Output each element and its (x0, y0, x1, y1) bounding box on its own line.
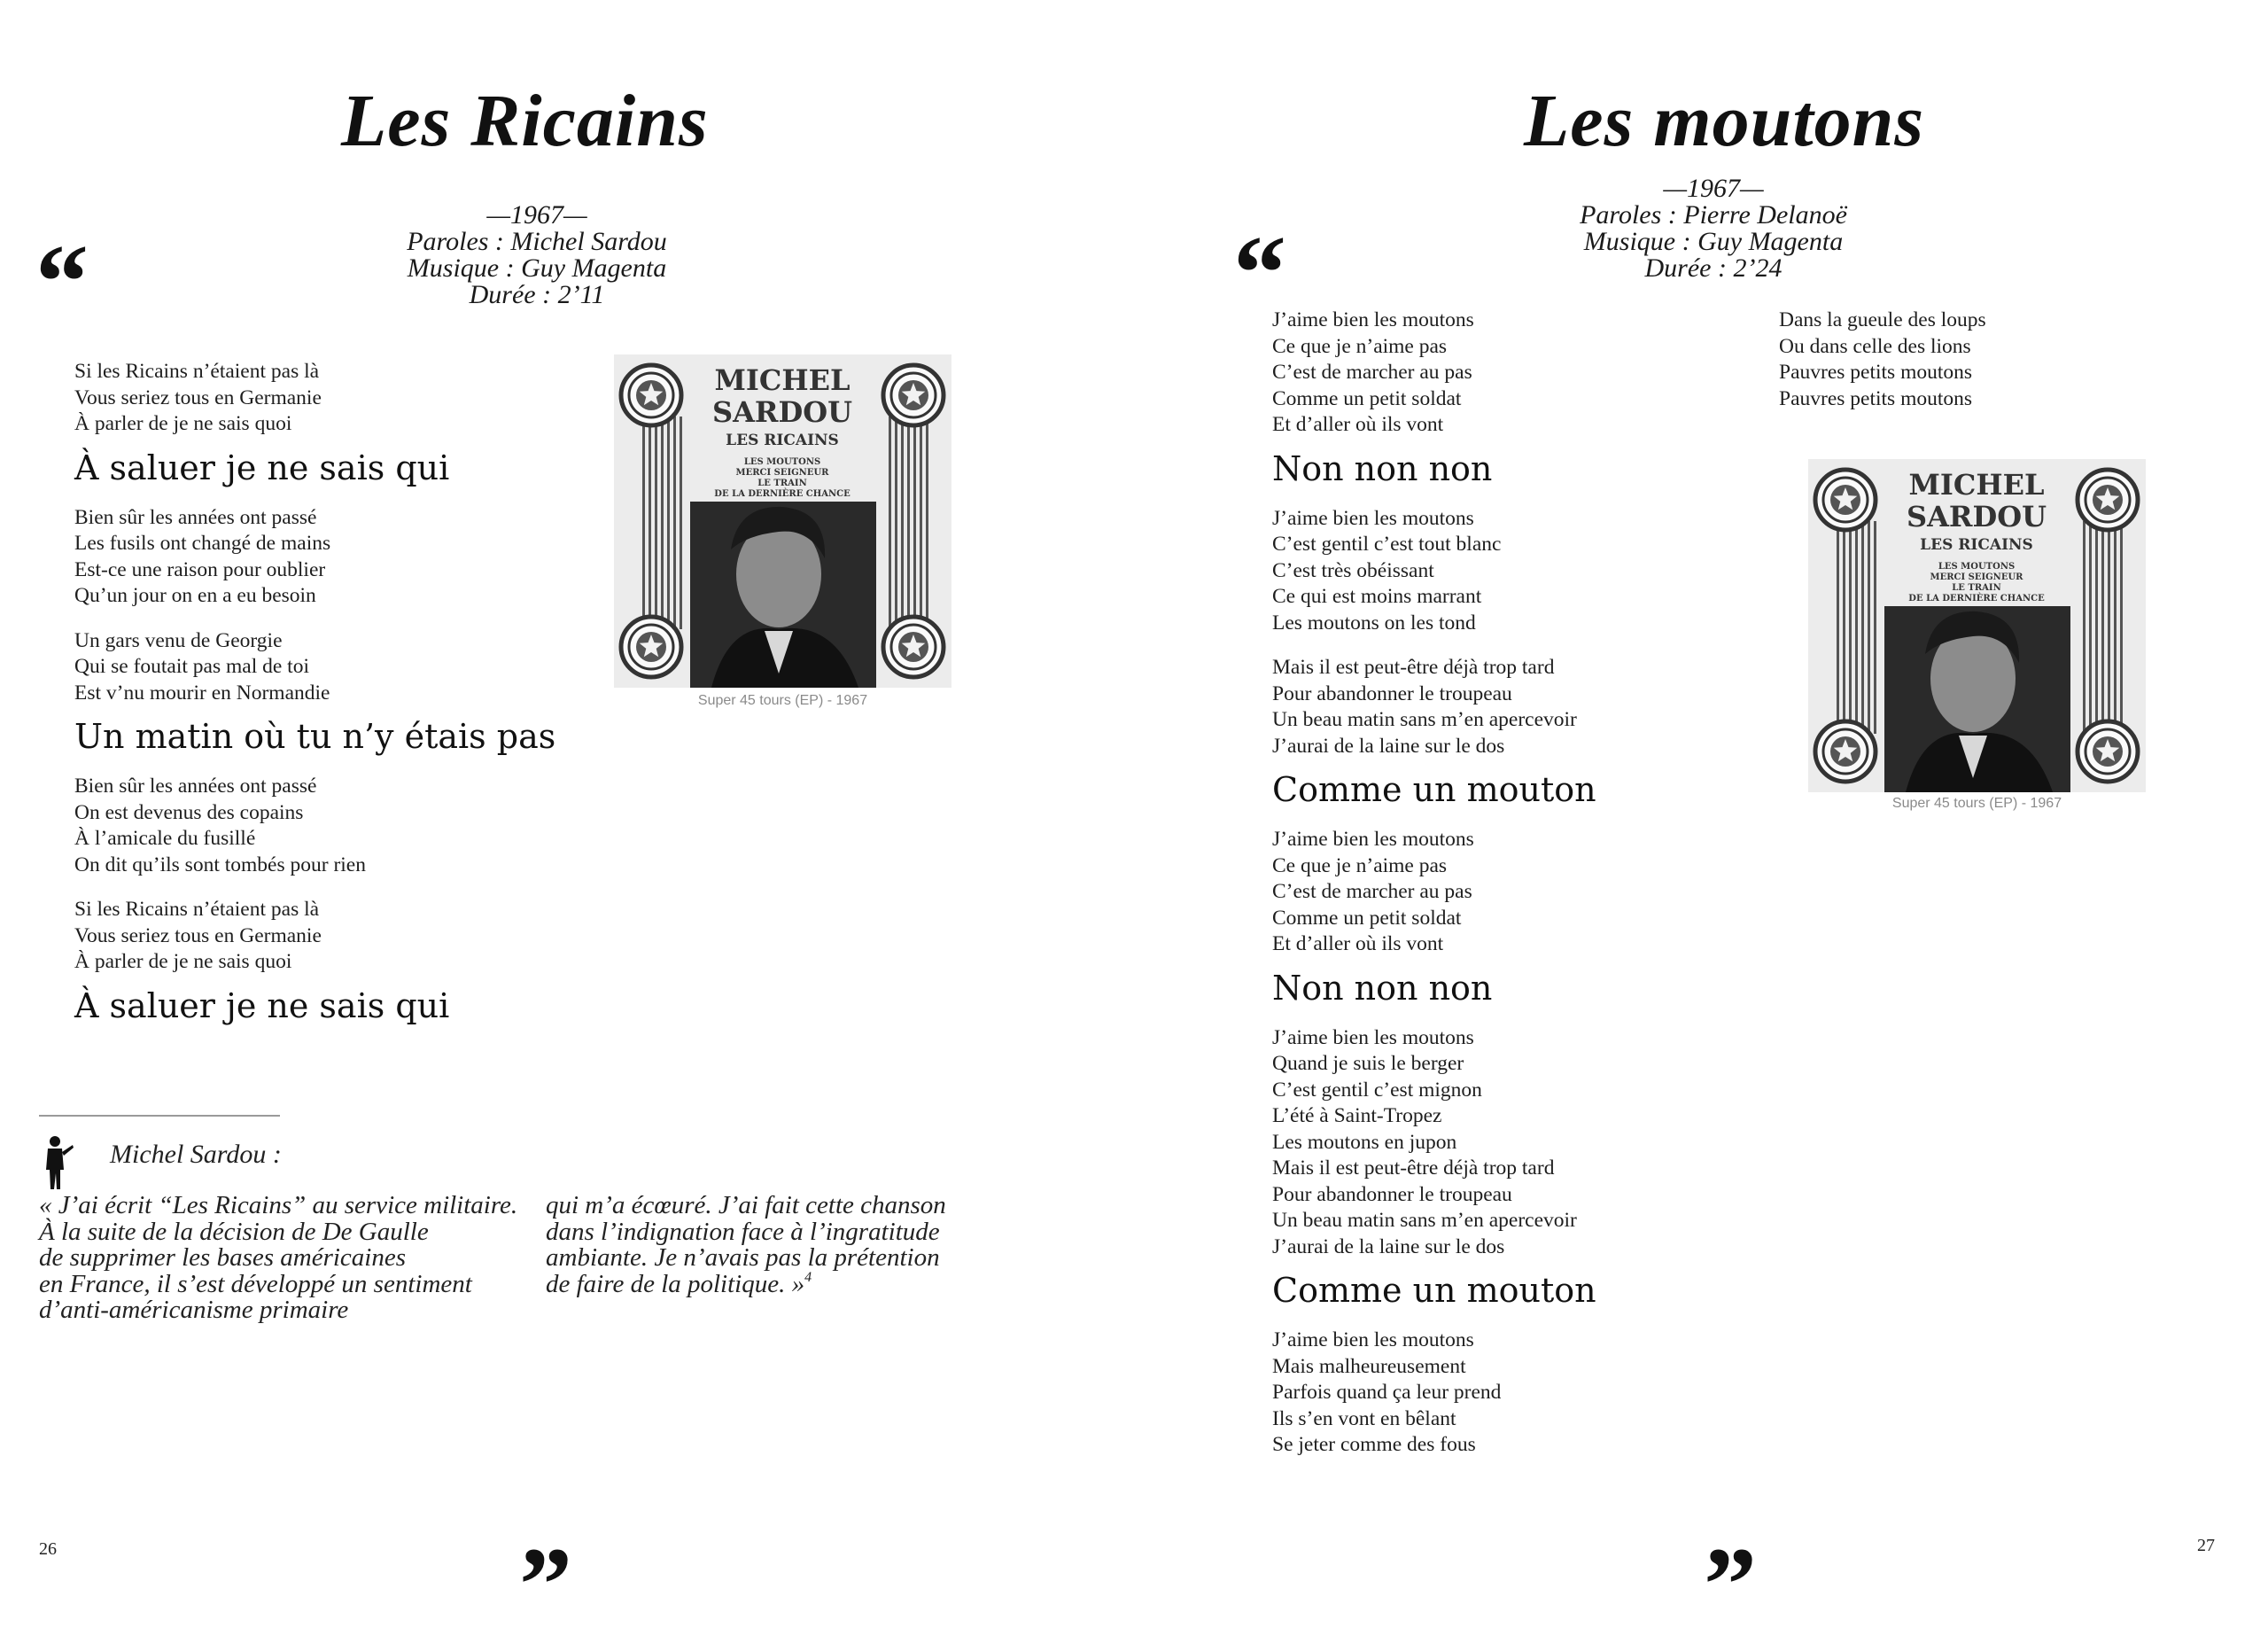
lyric-line: Vous seriez tous en Germanie (74, 923, 322, 947)
lyric-line: C’est gentil c’est tout blanc (1272, 533, 1502, 556)
lyric-line: Un beau matin sans m’en apercevoir (1272, 708, 1577, 731)
quote-text: de faire de la politique. » (546, 1269, 805, 1298)
lyric-line: On dit qu’ils sont tombés pour rien (74, 853, 366, 876)
song-year: —1967— (1663, 174, 1764, 203)
quote-line (546, 1269, 946, 1298)
cover-track: DE LA DERNIÈRE CHANCE (714, 489, 850, 499)
stanza (74, 505, 555, 610)
stanza (1272, 1025, 1596, 1261)
song-lyricist: Paroles : Pierre Delanoë (1580, 200, 1847, 230)
song-meta (315, 202, 758, 308)
lyrics (1272, 308, 1596, 1477)
lyric-line: J’aurai de la laine sur le dos (1272, 1234, 1505, 1258)
quote-line (546, 1219, 946, 1246)
open-quote-mark: “ (35, 222, 89, 340)
lyric-line: Mais il est peut-être déjà trop tard (1272, 1156, 1555, 1180)
open-quote-mark: “ (1233, 214, 1286, 331)
quote-text: À la suite de la décision de De Gaulle (39, 1217, 429, 1246)
cover-artist: SARDOU (1906, 500, 2047, 533)
stanza (1272, 308, 1596, 439)
lyric-line: Parfois quand ça leur prend (1272, 1381, 1502, 1404)
quote-line (39, 1297, 517, 1324)
lyric-line: À parler de je ne sais quoi (74, 412, 292, 435)
lyrics (74, 359, 555, 1043)
close-quote-mark: ” (1704, 1525, 1757, 1643)
lyric-line: Les moutons on les tond (1272, 611, 1476, 635)
song-duration: Durée : 2’24 (1644, 253, 1783, 283)
lyric-line: C’est gentil c’est mignon (1272, 1078, 1482, 1102)
song-duration: Durée : 2’11 (469, 280, 605, 309)
lyric-line: On est devenus des copains (74, 800, 304, 824)
quote-text: de supprimer les bases américaines (39, 1243, 407, 1272)
refrain-line: Non non non (1272, 448, 1493, 488)
quote-text: d’anti-américanisme primaire (39, 1296, 349, 1324)
stanza (1272, 655, 1596, 759)
lyric-line: Les moutons en jupon (1272, 1130, 1457, 1154)
lyric-line: Ce que je n’aime pas (1272, 853, 1448, 877)
lyric-line: C’est de marcher au pas (1272, 880, 1472, 903)
right-page (1134, 0, 2268, 1643)
lyric-line: C’est de marcher au pas (1272, 361, 1472, 384)
lyric-line: Mais malheureusement (1272, 1354, 1466, 1378)
lyric-line: Un beau matin sans m’en apercevoir (1272, 1209, 1577, 1232)
album-caption: Super 45 tours (EP) - 1967 (1891, 796, 2062, 811)
lyric-line: Un gars venu de Georgie (74, 628, 283, 652)
lyric-line: Qu’un jour on en a eu besoin (74, 584, 316, 607)
cover-headline: LES RICAINS (726, 432, 839, 449)
lyric-line: J’aime bien les moutons (1272, 1328, 1474, 1351)
interview-quote-col2 (546, 1193, 946, 1297)
page-number: 27 (2197, 1536, 2215, 1555)
lyric-line: À parler de je ne sais quoi (74, 950, 292, 973)
close-quote-mark: ” (519, 1525, 572, 1643)
cover-track: LES MOUTONS (743, 457, 821, 467)
cover-artist: SARDOU (711, 395, 853, 429)
lyric-line: Comme un petit soldat (1272, 906, 1462, 930)
stanza (1272, 506, 1596, 637)
album-caption: Super 45 tours (EP) - 1967 (697, 693, 868, 708)
refrain-line: À saluer je ne sais qui (74, 985, 450, 1025)
lyric-line: Pauvres petits moutons (1779, 386, 1973, 410)
song-title: Les moutons (1524, 80, 1925, 162)
stanza (1779, 308, 1986, 412)
cover-track: MERCI SEIGNEUR (1930, 572, 2023, 582)
album-cover-art (1808, 459, 2146, 792)
stanza (74, 628, 555, 707)
lyric-line: Pour abandonner le troupeau (1272, 1182, 1512, 1206)
refrain-line: À saluer je ne sais qui (74, 448, 450, 487)
cover-headline: LES RICAINS (1920, 536, 2033, 554)
quote-text: dans l’indignation face à l’ingratitude (546, 1217, 940, 1246)
lyric-line: Pour abandonner le troupeau (1272, 681, 1512, 705)
lyric-line: J’aime bien les moutons (1272, 1025, 1474, 1049)
lyric-line: Bien sûr les années ont passé (74, 505, 317, 529)
quote-text: qui m’a écœuré. J’ai fait cette chanson (546, 1191, 946, 1219)
lyric-line: Dans la gueule des loups (1779, 308, 1986, 331)
stanza (1272, 1328, 1596, 1459)
lyric-line: Et d’aller où ils vont (1272, 413, 1444, 436)
lyric-line: Ce qui est moins marrant (1272, 585, 1482, 608)
lyric-line: Pauvres petits moutons (1779, 361, 1973, 384)
song-meta (1492, 175, 1935, 282)
stanza (74, 897, 555, 976)
album-cover (1808, 459, 2146, 792)
quote-line (546, 1193, 946, 1219)
lyric-line: Ils s’en vont en bêlant (1272, 1406, 1456, 1430)
lyric-line: J’aime bien les moutons (1272, 308, 1474, 331)
quote-line (39, 1193, 517, 1219)
refrain-line: Non non non (1272, 968, 1493, 1008)
quote-line (546, 1245, 946, 1272)
lyric-line: Comme un petit soldat (1272, 386, 1462, 410)
lyric-line: Se jeter comme des fous (1272, 1433, 1476, 1456)
lyric-line: Les fusils ont changé de mains (74, 532, 331, 555)
cover-track: DE LA DERNIÈRE CHANCE (1908, 594, 2045, 603)
singer-silhouette-icon (39, 1134, 74, 1191)
lyrics-column-2 (1779, 308, 1986, 431)
album-cover-art (614, 354, 951, 688)
lyric-line: J’aurai de la laine sur le dos (1272, 734, 1505, 758)
page-number: 26 (39, 1539, 57, 1559)
cover-track: LE TRAIN (757, 479, 807, 488)
footnote-marker: 4 (804, 1269, 812, 1285)
lyric-line: J’aime bien les moutons (1272, 828, 1474, 851)
album-cover (614, 354, 951, 688)
lyric-line: Quand je suis le berger (1272, 1052, 1464, 1075)
lyric-line: C’est très obéissant (1272, 558, 1434, 582)
divider (39, 1115, 280, 1117)
lyric-line: Et d’aller où ils vont (1272, 932, 1444, 955)
lyric-line: Ou dans celle des lions (1779, 334, 1971, 358)
lyric-line: Vous seriez tous en Germanie (74, 385, 322, 409)
lyric-line: Mais il est peut-être déjà trop tard (1272, 656, 1555, 679)
lyric-line: Qui se foutait pas mal de toi (74, 655, 309, 678)
cover-track: MERCI SEIGNEUR (735, 468, 829, 478)
refrain-line: Comme un mouton (1272, 1271, 1596, 1310)
refrain-line: Comme un mouton (1272, 770, 1596, 809)
cover-track: LE TRAIN (1952, 583, 2001, 593)
lyric-line: Ce que je n’aime pas (1272, 334, 1448, 358)
lyric-line: Est v’nu mourir en Normandie (74, 681, 330, 705)
lyric-line: Bien sûr les années ont passé (74, 775, 317, 798)
lyric-line: Si les Ricains n’étaient pas là (74, 898, 320, 921)
lyric-line: J’aime bien les moutons (1272, 506, 1474, 530)
lyric-line: Est-ce une raison pour oublier (74, 557, 326, 581)
song-lyricist: Paroles : Michel Sardou (407, 227, 667, 256)
cover-artist: MICHEL (714, 363, 850, 397)
lyric-line: Si les Ricains n’étaient pas là (74, 360, 320, 383)
quote-text: ambiante. Je n’avais pas la prétention (546, 1243, 940, 1272)
song-composer: Musique : Guy Magenta (407, 253, 667, 283)
lyric-line: À l’amicale du fusillé (74, 827, 256, 850)
quote-text: en France, il s’est développé un sentiment (39, 1269, 472, 1298)
interview-quote-col1 (39, 1193, 517, 1324)
lyric-line: L’été à Saint-Tropez (1272, 1104, 1442, 1127)
cover-artist: MICHEL (1908, 468, 2045, 502)
stanza (74, 359, 555, 438)
quote-line (39, 1245, 517, 1272)
quote-speaker: Michel Sardou : (110, 1140, 282, 1169)
cover-track: LES MOUTONS (1938, 562, 2016, 572)
song-composer: Musique : Guy Magenta (1583, 227, 1844, 256)
stanza (74, 774, 555, 878)
quote-line (39, 1219, 517, 1246)
song-title: Les Ricains (341, 80, 709, 162)
quote-line (39, 1269, 517, 1298)
quote-text: « J’ai écrit “Les Ricains” au service militaire. (39, 1191, 518, 1219)
song-year: —1967— (486, 200, 587, 230)
refrain-line: Un matin où tu n’y étais pas (74, 717, 556, 756)
stanza (1272, 827, 1596, 958)
